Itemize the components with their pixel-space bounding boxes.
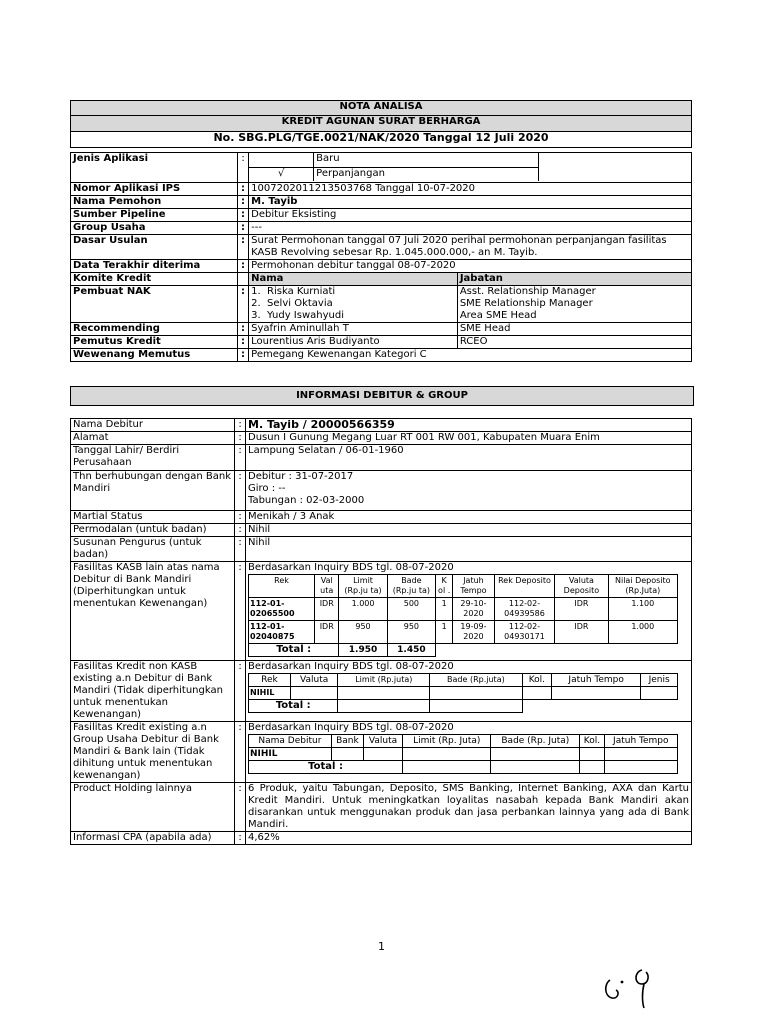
check-mark-baru (249, 153, 314, 167)
signature-initials (598, 962, 668, 1012)
table-row: 112-01-02040875 IDR 950 950 1 19-09-2020 112-02-04930171 IDR 1.000 (249, 621, 678, 644)
label-martial-status: Martial Status (71, 511, 235, 524)
value-data-terakhir: Permohonan debitur tanggal 08-07-2020 (249, 260, 692, 273)
value-nomor-aplikasi: 1007202011213503768 Tanggal 10-07-2020 (249, 183, 692, 196)
column-header: Nama Debitur (249, 735, 332, 748)
column-header: Jatuh Tempo (552, 674, 641, 687)
column-header: Kol. (522, 674, 551, 687)
separator: : (237, 153, 248, 183)
label-dasar-usulan: Dasar Usulan (71, 235, 238, 260)
column-header: Bank (331, 735, 363, 748)
column-header: Jatuh Tempo (604, 735, 677, 748)
document-number: No. SBG.PLG/TGE.0021/NAK/2020 Tanggal 12 Juli 2020 (71, 132, 692, 148)
value-informasi-cpa: 4,62% (246, 832, 692, 845)
label-recommending: Recommending (71, 323, 238, 336)
list-item: Asst. Relationship Manager (459, 286, 596, 297)
title-kredit: KREDIT AGUNAN SURAT BERHARGA (71, 116, 692, 132)
label-pembuat-nak: Pembuat NAK (71, 286, 238, 323)
check-mark-perpanjangan: √ (249, 167, 314, 181)
label-nomor-aplikasi: Nomor Aplikasi IPS (71, 183, 238, 196)
label-data-terakhir: Data Terakhir diterima (71, 260, 238, 273)
label-fasilitas-non-kasb: Fasilitas Kredit non KASB existing a.n Debitur di Bank Mandiri (Tidak diperhitungkan untuk menentukan Kewenangan) (71, 661, 235, 722)
section-title-debitur: INFORMASI DEBITUR & GROUP (70, 386, 694, 406)
column-header: Jenis (641, 674, 678, 687)
label-informasi-cpa: Informasi CPA (apabila ada) (71, 832, 235, 845)
label-fasilitas-group: Fasilitas Kredit existing a.n Group Usaha Debitur di Bank Mandiri & Bank lain (Tidak dihitung untuk menentukan kewenangan) (71, 722, 235, 783)
value-nama-pemohon: M. Tayib (249, 196, 692, 209)
value-pemutus-name: Lourentius Aris Budiyanto (249, 336, 458, 349)
list-item: 1. Riska Kurniati (251, 286, 336, 297)
column-header: K ol . (436, 575, 453, 598)
debitur-info-table: Nama Debitur : M. Tayib / 20000566359 Alamat : Dusun I Gunung Megang Luar RT 001 RW 001, Kabupaten Muara Enim Tanggal Lahir/ Berdiri Perusahaan : Lampung Selatan / 06-01-1960 Thn berhubungan dengan Bank Mandiri : Debitur : 31-07-2017 Giro : -- Tabungan : 02-03-2000 Martial Status : Menikah / 3 Anak Permodalan (untuk badan) : Nihil Susunan Pengurus (untuk badan) : Nihil Fasilitas KASB lain atas nama Debitur di Bank Mandiri (Diperhitungkan untuk menentukan Kewenangan) : Berdasarkan Inquiry BDS tgl. 08-07-2020 Rek Val uta Limit (Rp.ju ta) Bade (Rp.ju ta) K ol . Jatuh Tempo Rek Deposito Valuta Deposito Nilai Deposito (Rp.Juta) 112-01-02065500 IDR 1.000 500 1 29-10-2020 112-02-04939586 IDR 1.100 112-01-02040875 IDR 950 950 1 19-09-2020 112-02-04930171 IDR 1.000 Total : 1.950 1.450 Fasilitas Kredit non KASB existing a.n Debitur di Bank Mandiri (Tidak diperhitungkan untuk menentukan Kewenangan) : Berdasarkan Inquiry BDS tgl. 08-07-2020 Rek Valuta Limit (Rp.juta) Bade (Rp.juta) Kol. Jatuh Tempo Jenis NIHIL Total : Fasilitas Kredit existing a.n Group Usaha Debitur di Bank Mandiri & Bank lain (Tidak dihitung untuk menentukan kewenangan) : Berdasarkan Inquiry BDS tgl. 08-07-2020 Nama Debitur Bank Valuta Limit (Rp. Juta) Bade (Rp. Juta) Kol. Jatuh Tempo NIHIL Total : Product Holding lainnya : 6 Produk, yaitu Tabungan, Deposito, SMS Banking, Internet Banking, AXA dan Kartu Kredit Mandiri. Untuk meningkatkan loyalitas nasabah kepada Bank Mandiri akan disarankan untuk menggunakan produk dan jasa perbankan lainnya yang ada di Bank Mandiri. Informasi CPA (apabila ada) : 4,62% (70, 418, 692, 845)
value-group-usaha: --- (249, 222, 692, 235)
list-item: Debitur : 31-07-2017 (248, 471, 354, 482)
label-permodalan: Permodalan (untuk badan) (71, 524, 235, 537)
total-row: Total : 1.950 1.450 (249, 644, 678, 657)
total-row: Total : (249, 761, 678, 774)
total-row: Total : (249, 700, 678, 713)
label-nama-pemohon: Nama Pemohon (71, 196, 238, 209)
value-alamat: Dusun I Gunung Megang Luar RT 001 RW 001, Kabupaten Muara Enim (246, 432, 692, 445)
value-susunan-pengurus: Nihil (246, 537, 692, 562)
label-tanggal-lahir: Tanggal Lahir/ Berdiri Perusahaan (71, 445, 235, 471)
label-wewenang-memutus: Wewenang Memutus (71, 349, 238, 362)
list-item: 2. Selvi Oktavia (251, 298, 333, 309)
column-jabatan: Jabatan (457, 273, 691, 286)
label-thn-berhubungan: Thn berhubungan dengan Bank Mandiri (71, 471, 235, 511)
column-header: Rek (249, 674, 291, 687)
column-header: Val uta (315, 575, 339, 598)
column-header: Rek (249, 575, 315, 598)
column-nama: Nama (249, 273, 458, 286)
fasilitas-kasb-cell (246, 562, 692, 661)
value-recommending-role: SME Head (457, 323, 691, 336)
value-product-holding: 6 Produk, yaitu Tabungan, Deposito, SMS Banking, Internet Banking, AXA dan Kartu Kredit Mandiri. Untuk meningkatkan loyalitas nasabah kepada Bank Mandiri akan disarankan untuk menggunakan produk dan jasa perbankan lainnya yang ada di Bank Mandiri. (246, 783, 692, 832)
value-tanggal-lahir: Lampung Selatan / 06-01-1960 (246, 445, 692, 471)
list-item: SME Relationship Manager (459, 298, 593, 309)
document-header (70, 100, 692, 148)
pembuat-names (249, 286, 458, 323)
label-komite-kredit: Komite Kredit (71, 273, 238, 286)
page-number: 1 (378, 940, 385, 953)
inquiry-note: Berdasarkan Inquiry BDS tgl. 08-07-2020 (248, 562, 454, 573)
non-kasb-table (248, 673, 678, 713)
label-alamat: Alamat (71, 432, 235, 445)
fasilitas-group-cell (246, 722, 692, 783)
value-thn-berhubungan (246, 471, 692, 511)
column-header: Limit (Rp.ju ta) (339, 575, 387, 598)
column-header: Valuta Deposito (555, 575, 608, 598)
list-item: Area SME Head (459, 310, 537, 321)
value-martial-status: Menikah / 3 Anak (246, 511, 692, 524)
column-header: Rek Deposito (494, 575, 554, 598)
column-header: Valuta (363, 735, 402, 748)
column-header: Nilai Deposito (Rp.Juta) (608, 575, 677, 598)
label-pemutus-kredit: Pemutus Kredit (71, 336, 238, 349)
list-item: 3. Yudy Iswahyudi (251, 310, 344, 321)
value-permodalan: Nihil (246, 524, 692, 537)
label-nama-debitur: Nama Debitur (71, 419, 235, 432)
label-susunan-pengurus: Susunan Pengurus (untuk badan) (71, 537, 235, 562)
inquiry-note: Berdasarkan Inquiry BDS tgl. 08-07-2020 (248, 722, 454, 733)
column-header: Limit (Rp.juta) (338, 674, 430, 687)
value-wewenang-memutus: Pemegang Kewenangan Kategori C (249, 349, 692, 362)
label-fasilitas-kasb: Fasilitas KASB lain atas nama Debitur di Bank Mandiri (Diperhitungkan untuk menentukan Kewenangan) (71, 562, 235, 661)
value-nama-debitur: M. Tayib / 20000566359 (246, 419, 692, 432)
value-pemutus-role: RCEO (457, 336, 691, 349)
fasilitas-non-kasb-cell (246, 661, 692, 722)
table-row: 112-01-02065500 IDR 1.000 500 1 29-10-2020 112-02-04939586 IDR 1.100 (249, 598, 678, 621)
title-nota-analisa: NOTA ANALISA (71, 101, 692, 116)
option-perpanjangan: Perpanjangan (314, 167, 539, 181)
label-group-usaha: Group Usaha (71, 222, 238, 235)
table-row: NIHIL (249, 748, 678, 761)
column-header: Bade (Rp.juta) (430, 674, 523, 687)
option-baru: Baru (314, 153, 539, 167)
column-header: Limit (Rp. Juta) (403, 735, 491, 748)
pembuat-roles (457, 286, 691, 323)
application-info-table: Jenis Aplikasi : Baru √ Perpanjangan Nomor Aplikasi IPS : 1007202011213503768 Tanggal 10-07-2020 Nama Pemohon : M. Tayib Sumber Pipeline : Debitur Eksisting Group Usaha : --- Dasar Usulan : Surat Permohonan tanggal 07 Juli 2020 perihal permohonan perpanjangan fasilitas KASB Revolving sebesar Rp. 1.045.000.000,- an M. Tayib. Data Terakhir diterima : Permohonan debitur tanggal 08-07-2020 Komite Kredit Nama Jabatan Pembuat NAK : 1. Riska Kurniati 2. Selvi Oktavia 3. Yudy Iswahyudi Asst. Relationship Manager SME Relationship Manager Area SME Head Recommending : Syafrin Aminullah T SME Head Pemutus Kredit : Lourentius Aris Budiyanto RCEO Wewenang Memutus : Pemegang Kewenangan Kategori C (70, 152, 692, 362)
column-header: Valuta (290, 674, 338, 687)
column-header: Jatuh Tempo (453, 575, 495, 598)
jenis-aplikasi-options (249, 153, 539, 181)
column-header: Kol. (580, 735, 604, 748)
kasb-table (248, 574, 678, 657)
column-header: Bade (Rp. Juta) (491, 735, 580, 748)
table-row: NIHIL (249, 687, 678, 700)
inquiry-note: Berdasarkan Inquiry BDS tgl. 08-07-2020 (248, 661, 454, 672)
value-dasar-usulan: Surat Permohonan tanggal 07 Juli 2020 perihal permohonan perpanjangan fasilitas KASB Revolving sebesar Rp. 1.045.000.000,- an M. Tayib. (249, 235, 692, 260)
column-header: Bade (Rp.ju ta) (387, 575, 436, 598)
value-sumber-pipeline: Debitur Eksisting (249, 209, 692, 222)
value-recommending-name: Syafrin Aminullah T (249, 323, 458, 336)
label-jenis-aplikasi: Jenis Aplikasi (71, 153, 238, 183)
label-product-holding: Product Holding lainnya (71, 783, 235, 832)
label-sumber-pipeline: Sumber Pipeline (71, 209, 238, 222)
list-item: Tabungan : 02-03-2000 (248, 495, 365, 506)
group-table (248, 734, 678, 774)
list-item: Giro : -- (248, 483, 286, 494)
